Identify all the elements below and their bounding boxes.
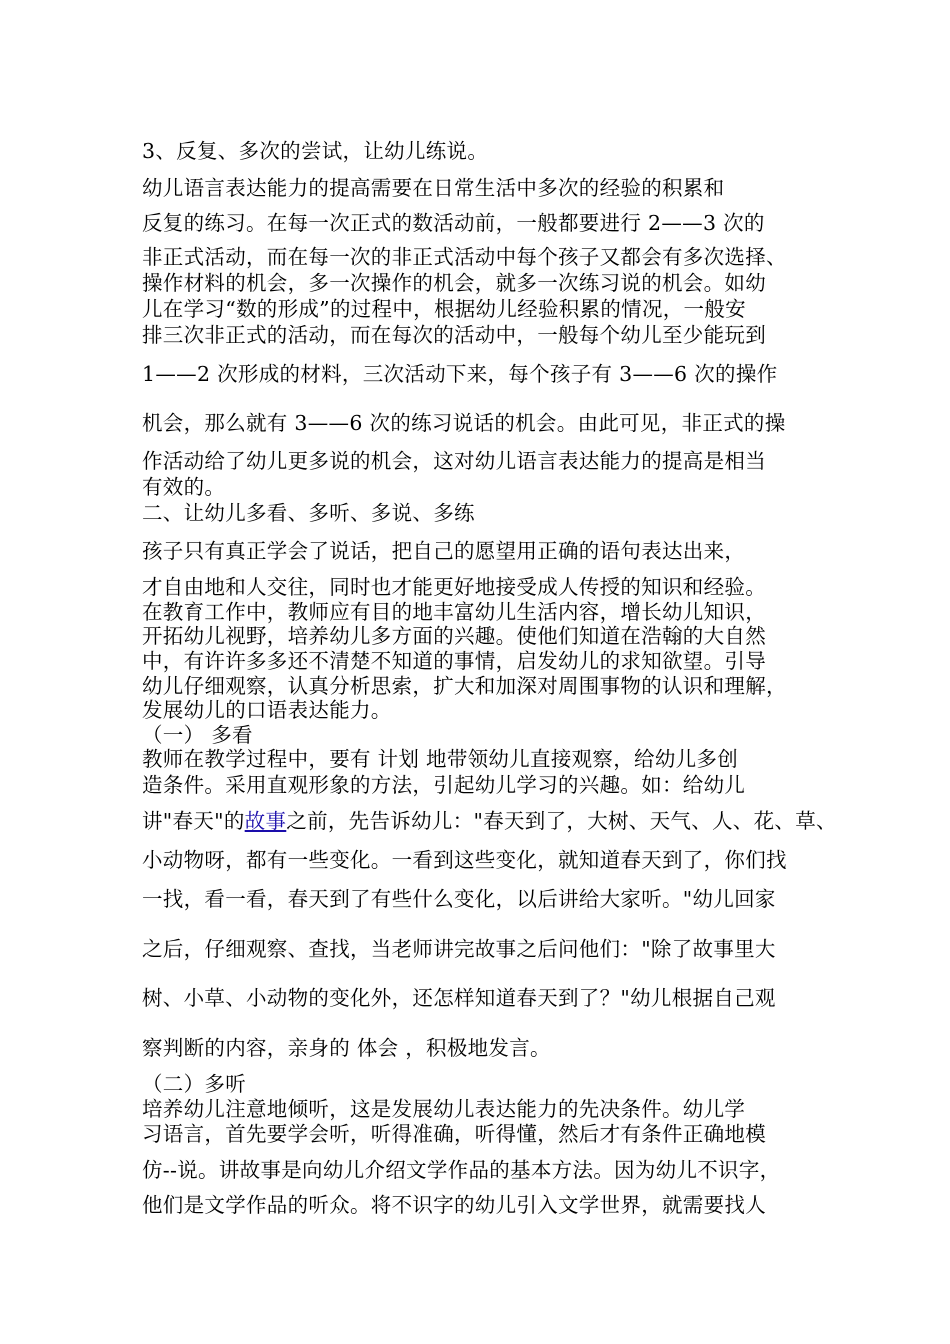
text-line: 培养幼儿注意地倾听，这是发展幼儿表达能力的先决条件。幼儿学 xyxy=(142,1097,746,1121)
text-line: 孩子只有真正学会了说话，把自己的愿望用正确的语句表达出来， xyxy=(142,539,746,563)
text-line: 开拓幼儿视野，培养幼儿多方面的兴趣。使他们知道在浩翰的大自然 xyxy=(142,624,766,648)
text-line: 儿在学习“数的形成”的过程中，根据幼儿经验积累的情况，一般安 xyxy=(142,297,746,321)
story-link[interactable]: 故事 xyxy=(244,809,287,833)
text-line: 排三次非正式的活动，而在每次的活动中，一般每个幼儿至少能玩到 xyxy=(142,323,766,347)
text-segment: 讲"春天"的 xyxy=(142,809,245,833)
subsection-heading: （二）多听 xyxy=(142,1072,246,1096)
text-line: 习语言，首先要学会听，听得准确，听得懂，然后才有条件正确地模 xyxy=(142,1122,766,1146)
text-line: 才自由地和人交往，同时也才能更好地接受成人传授的知识和经验。 xyxy=(142,575,766,599)
text-line: 作活动给了幼儿更多说的机会，这对幼儿语言表达能力的提高是相当 xyxy=(142,449,766,473)
text-line: 他们是文学作品的听众。将不识字的幼儿引入文学世界，就需要找人 xyxy=(142,1193,766,1217)
text-segment: 之前，先告诉幼儿："春天到了，大树、天气、人、花、草、 xyxy=(286,809,837,833)
text-line: 幼儿语言表达能力的提高需要在日常生活中多次的经验的积累和 xyxy=(142,176,725,200)
text-line-with-link xyxy=(142,808,837,834)
text-line: 非正式活动，而在每一次的非正式活动中每个孩子又都会有多次选择、 xyxy=(142,245,787,269)
text-line: 在教育工作中，教师应有目的地丰富幼儿生活内容，增长幼儿知识， xyxy=(142,600,766,624)
text-line: 树、小草、小动物的变化外，还怎样知道春天到了？"幼儿根据自己观 xyxy=(142,986,776,1010)
text-line: 小动物呀，都有一些变化。一看到这些变化，就知道春天到了，你们找 xyxy=(142,848,787,872)
text-line: 3、反复、多次的尝试，让幼儿练说。 xyxy=(142,139,489,163)
text-line: 幼儿仔细观察，认真分析思索，扩大和加深对周围事物的认识和理解， xyxy=(142,674,787,698)
text-line: 教师在教学过程中，要有 计划 地带领幼儿直接观察，给幼儿多创 xyxy=(142,747,739,771)
text-line: 反复的练习。在每一次正式的数活动前，一般都要进行 2——3 次的 xyxy=(142,211,765,235)
subsection-heading: （一） 多看 xyxy=(142,723,253,747)
text-line: 1——2 次形成的材料，三次活动下来，每个孩子有 3——6 次的操作 xyxy=(142,362,778,386)
text-line: 察判断的内容，亲身的 体会 ，积极地发言。 xyxy=(142,1036,551,1060)
text-line: 仿--说。讲故事是向幼儿介绍文学作品的基本方法。因为幼儿不识字， xyxy=(142,1158,781,1182)
text-line: 造条件。采用直观形象的方法，引起幼儿学习的兴趣。如：给幼儿 xyxy=(142,773,746,797)
text-line: 发展幼儿的口语表达能力。 xyxy=(142,698,392,722)
text-line: 中，有许许多多还不清楚不知道的事情，启发幼儿的求知欲望。引导 xyxy=(142,649,766,673)
text-line: 操作材料的机会，多一次操作的机会，就多一次练习说的机会。如幼 xyxy=(142,271,766,295)
text-line: 一找，看一看，春天到了有些什么变化，以后讲给大家听。"幼儿回家 xyxy=(142,887,776,911)
text-line: 之后，仔细观察、查找，当老师讲完故事之后问他们："除了故事里大 xyxy=(142,937,776,961)
section-heading: 二、让幼儿多看、多听、多说、多练 xyxy=(142,501,475,525)
text-line: 有效的。 xyxy=(142,475,226,499)
text-line: 机会，那么就有 3——6 次的练习说话的机会。由此可见，非正式的操 xyxy=(142,411,786,435)
